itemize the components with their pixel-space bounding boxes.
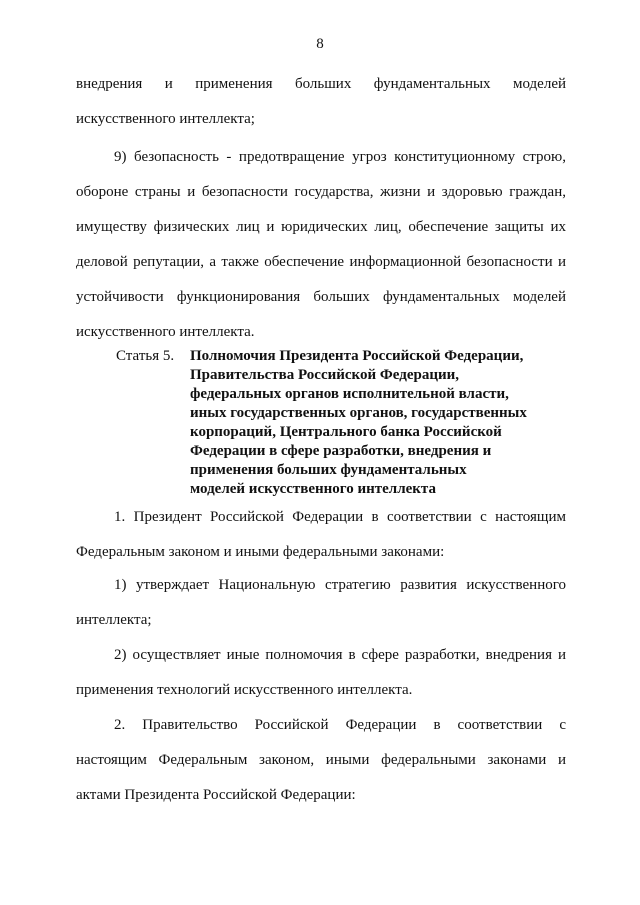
text-line: настоящим Федеральным законом, иными федеральными законами и [76, 752, 566, 768]
article-title-line: Федерации в сфере разработки, внедрения и [190, 443, 492, 459]
paragraph-continuation [76, 67, 566, 137]
article-title-line: моделей искусственного интеллекта [190, 481, 436, 497]
clause-1 [76, 500, 566, 570]
text-line: 2. Правительство Российской Федерации в соответствии с [114, 717, 566, 733]
article-title-line: применения больших фундаментальных [190, 462, 467, 478]
text-line: 1) утверждает Национальную стратегию развития искусственного [114, 577, 566, 593]
text-line: 1. Президент Российской Федерации в соответствии с настоящим [114, 509, 566, 525]
text-line: 2) осуществляет иные полномочия в сфере разработки, внедрения и [114, 647, 566, 663]
clause-1-item-1 [76, 568, 566, 638]
text-line: устойчивости функционирования больших фундаментальных моделей [76, 289, 566, 305]
clause-2 [76, 708, 566, 813]
article-title [190, 347, 527, 499]
text-line: интеллекта; [76, 612, 152, 628]
article-title-line: иных государственных органов, государственных [190, 405, 527, 421]
article-title-line: федеральных органов исполнительной власти, [190, 386, 509, 402]
text-line: имуществу физических лиц и юридических лиц, обеспечение защиты их [76, 219, 566, 235]
text-line: 9) безопасность - предотвращение угроз конституционному строю, [114, 149, 566, 165]
text-line: обороне страны и безопасности государства, жизни и здоровью граждан, [76, 184, 566, 200]
article-title-line: корпораций, Центрального банка Российской [190, 424, 502, 440]
text-line: искусственного интеллекта. [76, 324, 255, 340]
article-title-line: Правительства Российской Федерации, [190, 367, 459, 383]
text-line: внедрения и применения больших фундаментальных моделей [76, 76, 566, 92]
paragraph-item-9 [76, 140, 566, 350]
article-title-line: Полномочия Президента Российской Федерации, [190, 348, 524, 364]
clause-1-item-2 [76, 638, 566, 708]
article-number: Статья 5. [116, 348, 175, 364]
page-number: 8 [316, 36, 324, 52]
text-line: Федеральным законом и иными федеральными законами: [76, 544, 445, 560]
text-line: актами Президента Российской Федерации: [76, 787, 356, 803]
text-line: применения технологий искусственного интеллекта. [76, 682, 413, 698]
text-line: искусственного интеллекта; [76, 111, 255, 127]
text-line: деловой репутации, а также обеспечение информационной безопасности и [76, 254, 566, 270]
